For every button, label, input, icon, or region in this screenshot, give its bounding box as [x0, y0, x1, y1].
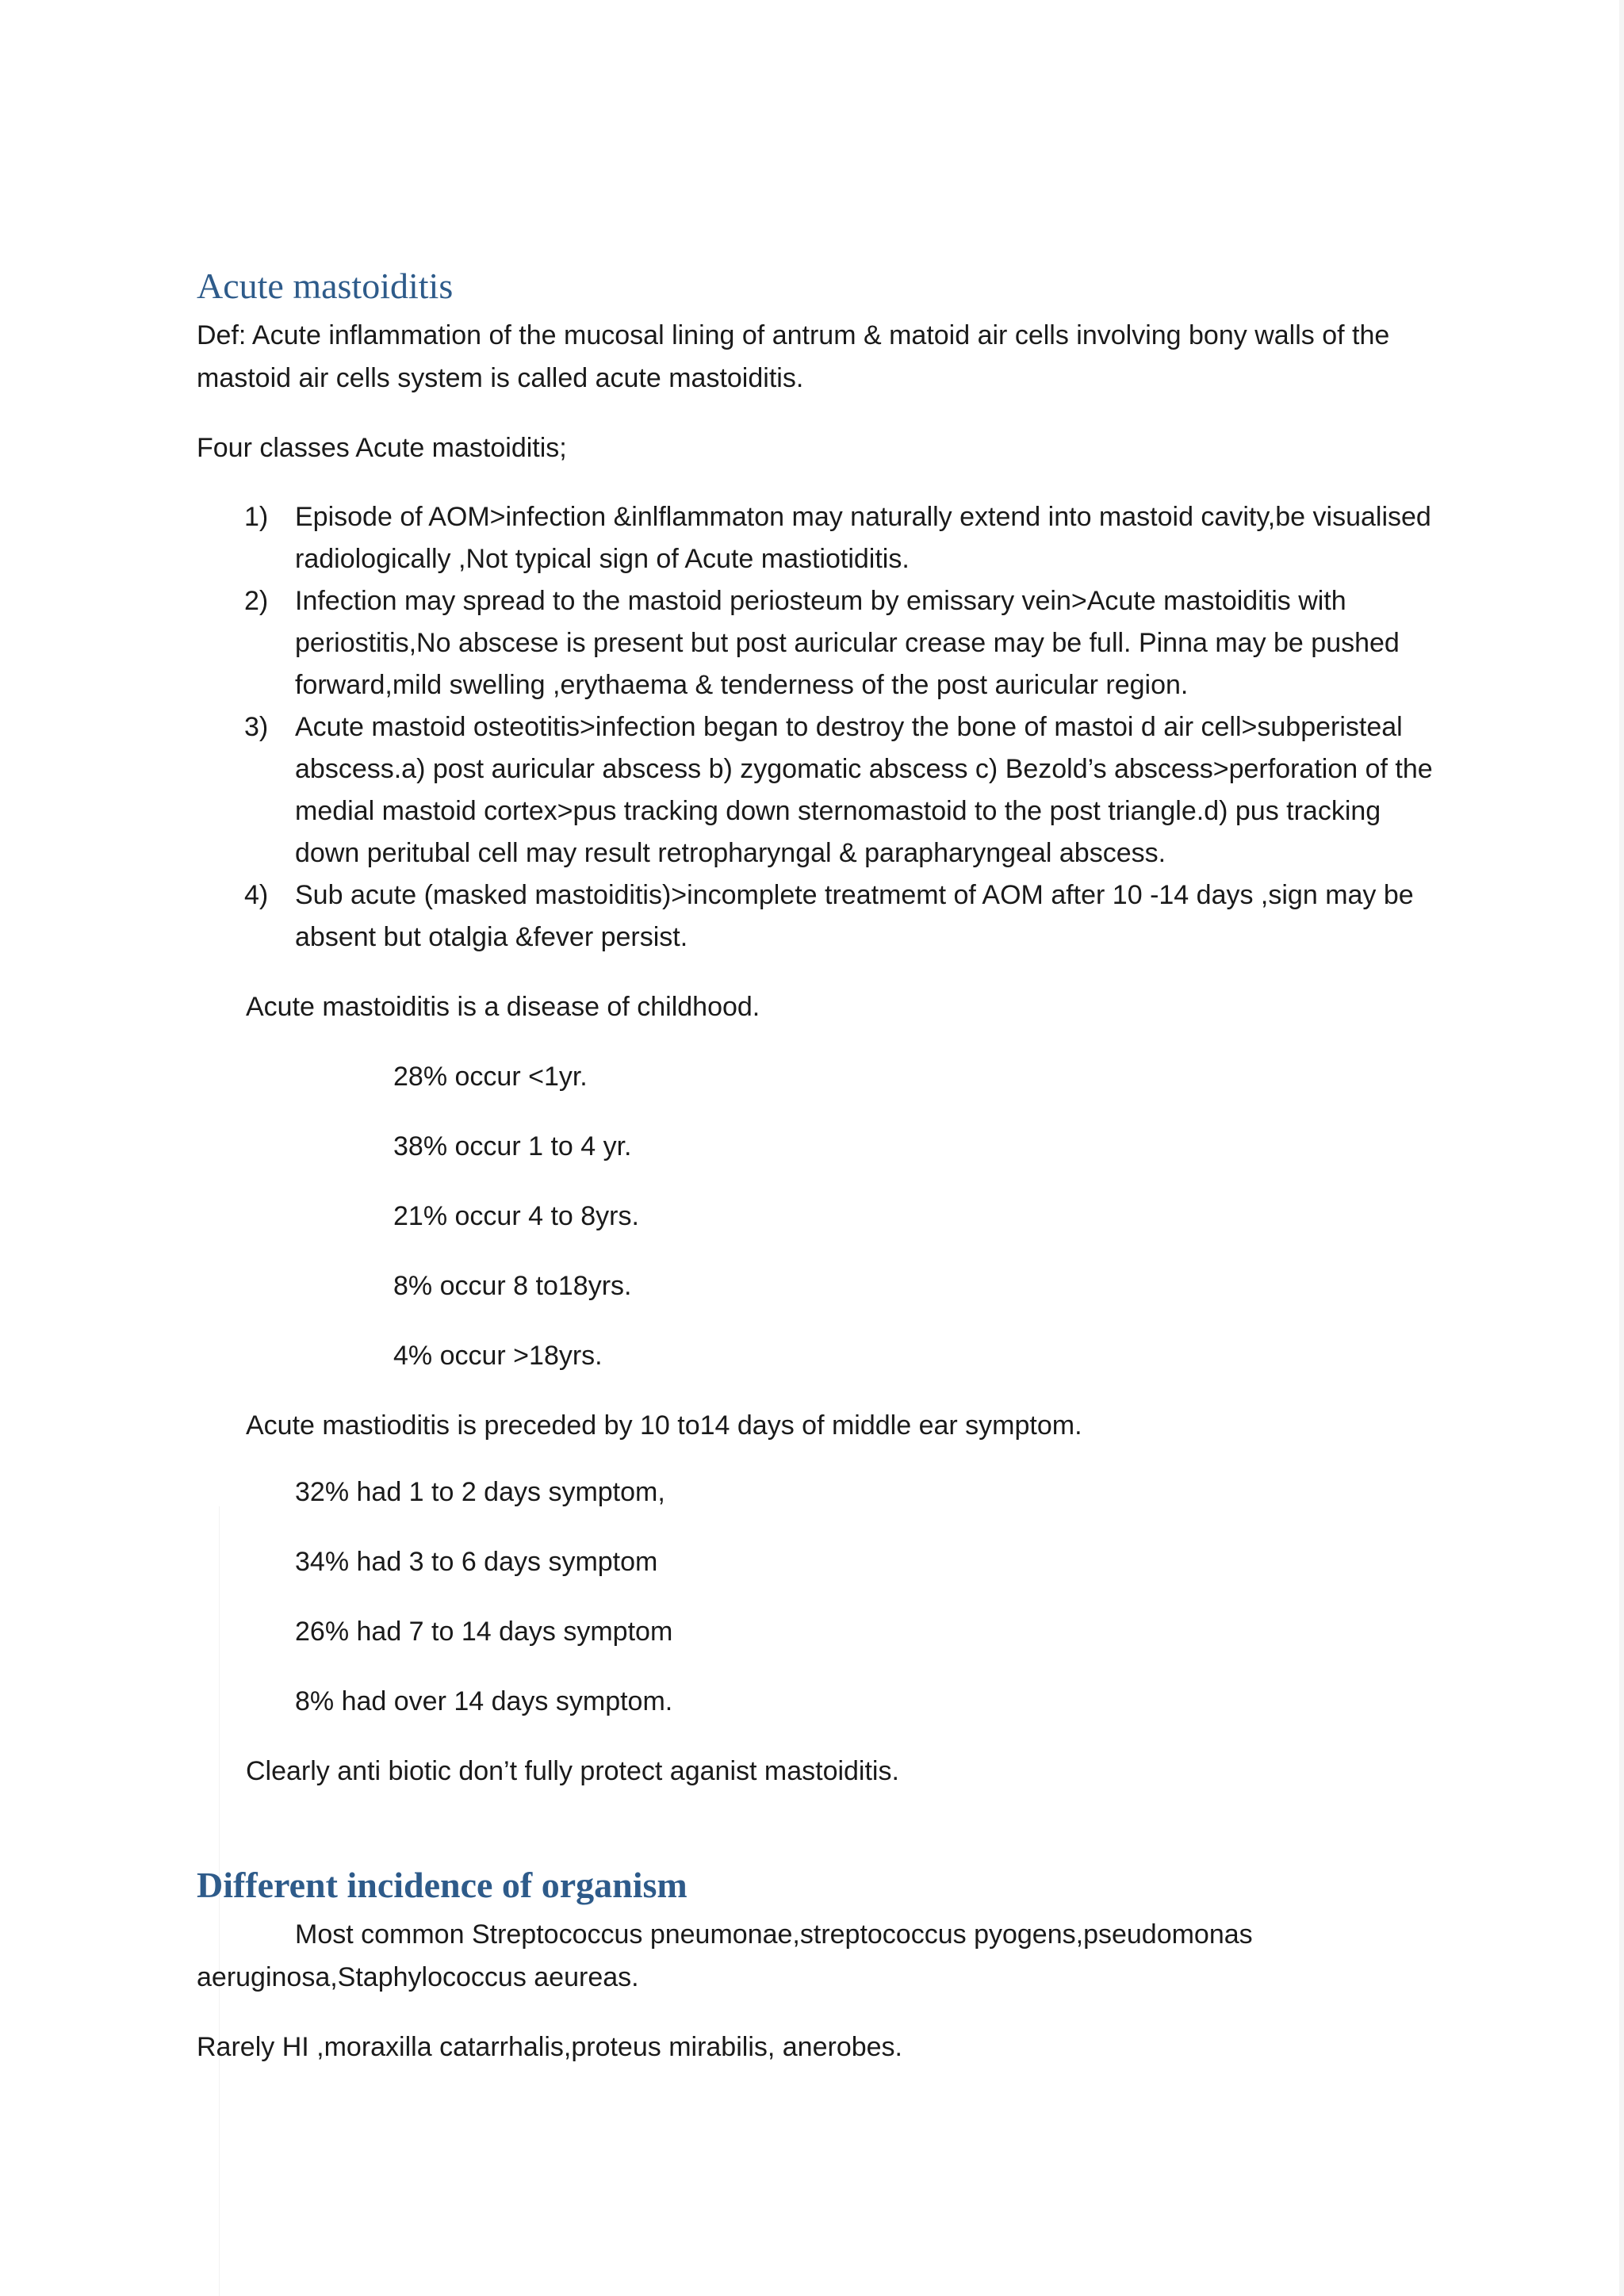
- acute-mastoiditis-heading: Acute mastoiditis: [197, 266, 454, 306]
- page-edge: [1619, 0, 1624, 2296]
- age-stat: 38% occur 1 to 4 yr.: [393, 1131, 632, 1161]
- antibiotic-statement: Clearly anti biotic don’t fully protect aganist mastoiditis.: [246, 1756, 899, 1786]
- age-stats-list: [197, 1055, 1434, 1377]
- classes-list: [197, 496, 1434, 959]
- symptom-stats-list: [197, 1471, 1434, 1723]
- symptom-stat: 26% had 7 to 14 days symptom: [295, 1617, 673, 1647]
- symptom-stat: 8% had over 14 days symptom.: [295, 1686, 673, 1716]
- age-stat: 28% occur <1yr.: [393, 1062, 588, 1092]
- list-item-number: 2): [244, 586, 269, 616]
- list-item-text: Episode of AOM>infection &inlflammaton may naturally extend into mastoid cavity,be visualised radiologically ,Not typical sign of Acute mastiotiditis.: [295, 502, 1431, 574]
- list-item: [197, 496, 1434, 580]
- list-item: [197, 706, 1434, 874]
- organism-heading: Different incidence of organism: [197, 1865, 688, 1905]
- organism-rare-paragraph: Rarely HI ,moraxilla catarrhalis,proteus mirabilis, anerobes.: [197, 2032, 902, 2062]
- childhood-statement: Acute mastoiditis is a disease of childhood.: [246, 992, 760, 1022]
- list-item-number: 3): [244, 712, 269, 742]
- organism-common-paragraph: Most common Streptococcus pneumonae,streptococcus pyogens,pseudomonas aeruginosa,Staphylococcus aeureas.: [197, 1919, 1253, 1992]
- list-item: [197, 874, 1434, 959]
- symptom-stat: 34% had 3 to 6 days symptom: [295, 1547, 658, 1577]
- list-item: [197, 580, 1434, 706]
- list-item-text: Infection may spread to the mastoid periosteum by emissary vein>Acute mastoiditis with periostitis,No abscese is present but post auricular crease may be full. Pinna may be pushed forward,mild swelling ,erythaema & tenderness of the post auricular region.: [295, 586, 1400, 700]
- age-stat: 4% occur >18yrs.: [393, 1341, 603, 1371]
- age-stat: 21% occur 4 to 8yrs.: [393, 1201, 639, 1231]
- preceded-statement: Acute mastioditis is preceded by 10 to14 days of middle ear symptom.: [246, 1410, 1082, 1441]
- list-item-text: Sub acute (masked mastoiditis)>incomplete treatmemt of AOM after 10 -14 days ,sign may be absent but otalgia &fever persist.: [295, 880, 1414, 952]
- list-item-text: Acute mastoid osteotitis>infection began to destroy the bone of mastoi d air cell>subperisteal abscess.a) post auricular abscess b) zygomatic abscess c) Bezold’s abscess>perforation of the medial mastoid cortex>pus tracking down sternomastoid to the post triangle.d) pus tracking down peritubal cell may result retropharyngal & parapharyngeal abscess.: [295, 712, 1433, 868]
- list-item-number: 4): [244, 880, 269, 910]
- age-stat: 8% occur 8 to18yrs.: [393, 1271, 632, 1301]
- symptom-stat: 32% had 1 to 2 days symptom,: [295, 1477, 665, 1507]
- definition-paragraph: Def: Acute inflammation of the mucosal lining of antrum & matoid air cells involving bony walls of the mastoid air cells system is called acute mastoiditis.: [197, 320, 1390, 393]
- list-item-number: 1): [244, 502, 269, 532]
- classes-intro: Four classes Acute mastoiditis;: [197, 433, 567, 463]
- document-body: [197, 258, 1434, 2068]
